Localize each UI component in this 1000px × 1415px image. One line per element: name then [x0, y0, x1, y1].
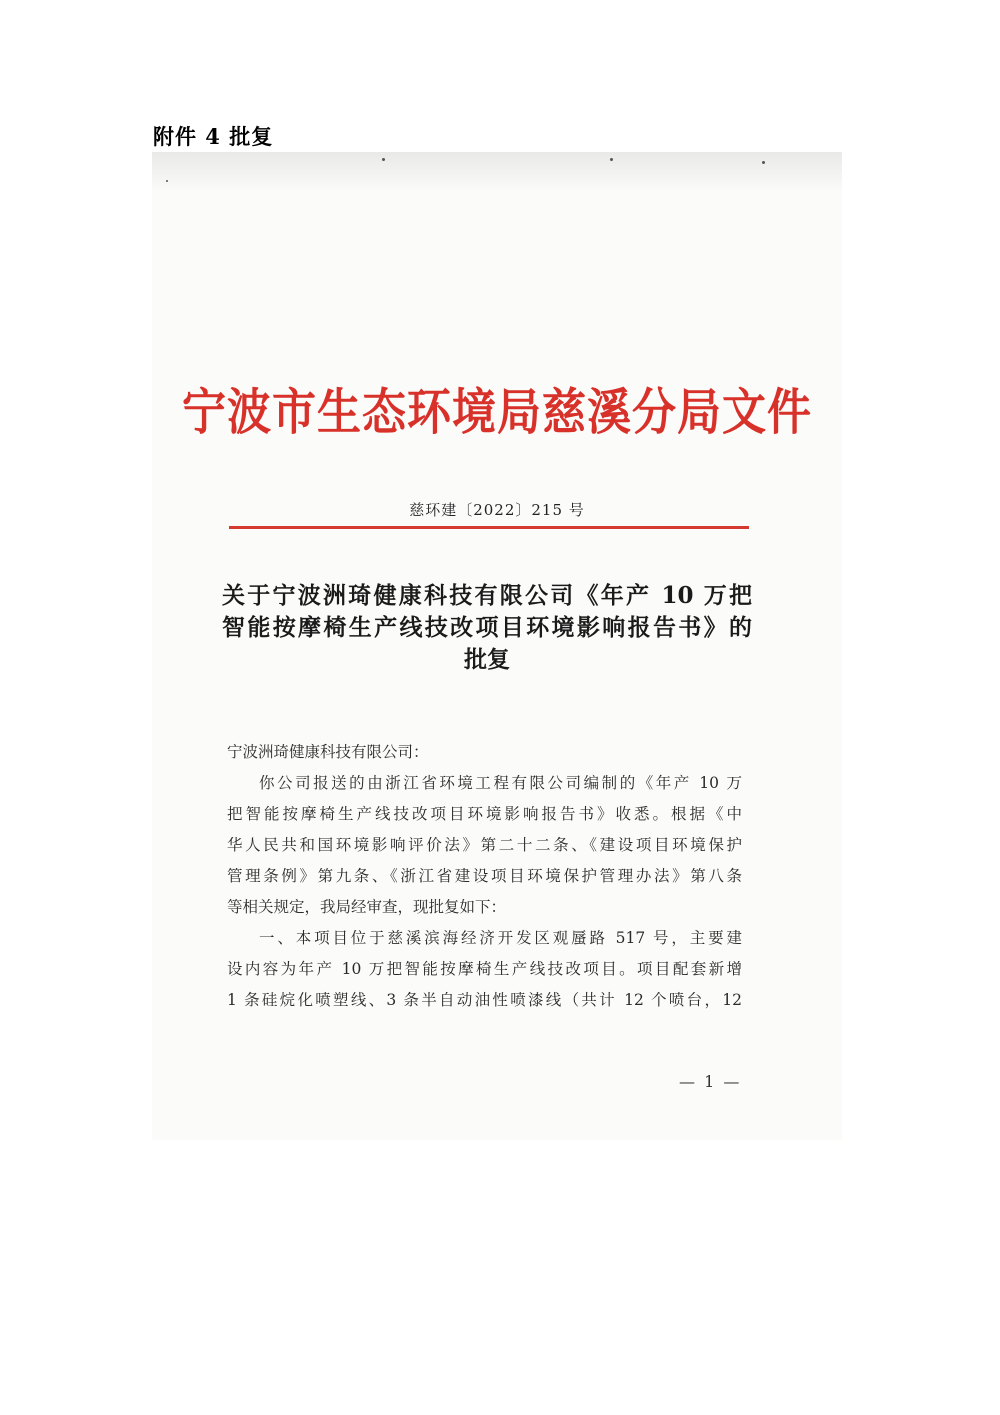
document-body [227, 737, 742, 1016]
body-line: 等相关规定，我局经审查，现批复如下： [227, 898, 507, 916]
body-line: 华人民共和国环境影响评价法》第二十二条、《建设项目环境保护 [227, 836, 742, 854]
scan-speck [610, 158, 613, 161]
letterhead-agency-title: 宁波市生态环境局慈溪分局文件 [182, 384, 812, 442]
scanned-document-page [152, 152, 842, 1140]
letterhead-red-rule [229, 526, 749, 529]
subject-line: 批复 [464, 646, 510, 673]
scan-speck [762, 161, 765, 164]
document-subject [222, 580, 752, 676]
body-line: 1 条硅烷化喷塑线、3 条半自动油性喷漆线（共计 12 个喷台，12 [227, 991, 742, 1009]
body-line: 管理条例》第九条、《浙江省建设项目环境保护管理办法》第八条 [227, 867, 742, 885]
attachment-label: 附件 4 批复 [153, 124, 274, 149]
scan-speck [166, 180, 168, 182]
scan-edge-shadow [152, 152, 842, 192]
body-line: 一、本项目位于慈溪滨海经济开发区观蜃路 517 号，主要建 [259, 929, 742, 947]
body-line: 设内容为年产 10 万把智能按摩椅生产线技改项目。项目配套新增 [227, 960, 742, 978]
body-line: 把智能按摩椅生产线技改项目环境影响报告书》收悉。根据《中 [227, 805, 742, 823]
addressee: 宁波洲琦健康科技有限公司： [227, 743, 429, 761]
page-number: — 1 — [679, 1072, 742, 1091]
subject-line: 关于宁波洲琦健康科技有限公司《年产 10 万把 [222, 582, 752, 609]
document-number: 慈环建〔2022〕215 号 [409, 501, 585, 519]
body-line: 你公司报送的由浙江省环境工程有限公司编制的《年产 10 万 [259, 774, 742, 792]
subject-line: 智能按摩椅生产线技改项目环境影响报告书》的 [222, 614, 752, 641]
scan-speck [382, 158, 385, 161]
